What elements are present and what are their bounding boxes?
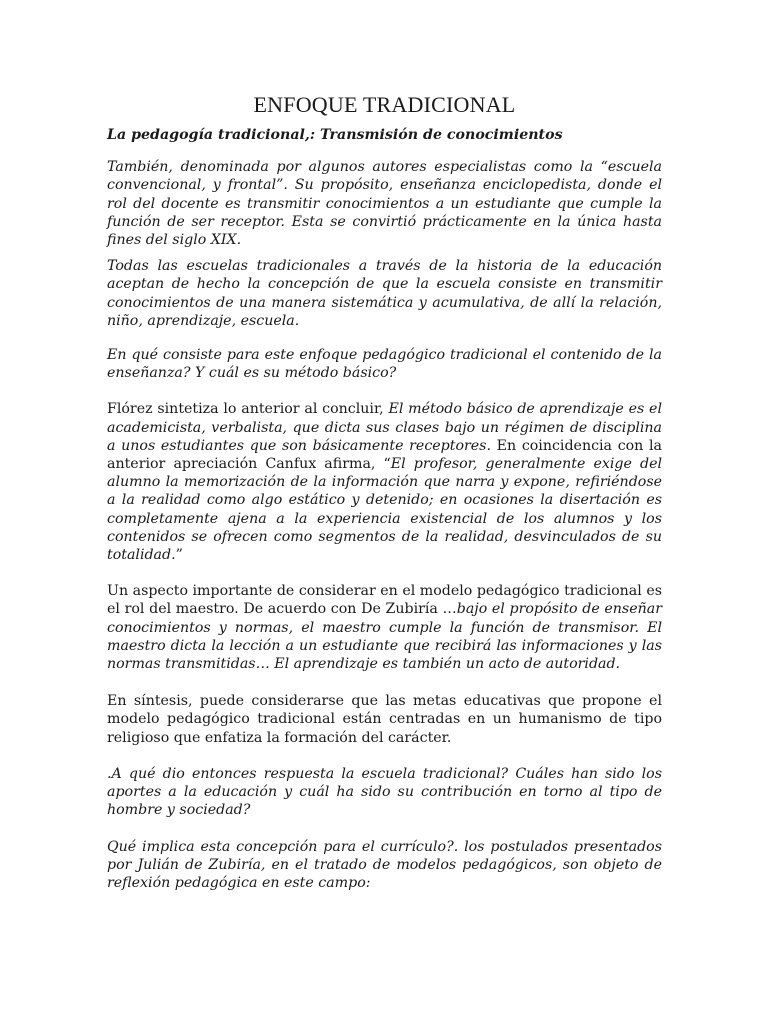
paragraph-definition: También, denominada por algunos autores especialistas como la “escuela convencional, y frontal”. Su propósito, enseñanza enciclopedista, donde el rol del docente es transmitir conocimientos a un estudiante que cumple la función de ser receptor. Esta se convirtió prácticamente en la única hasta fines del siglo XIX. xyxy=(107,159,662,249)
curriculum-question: Qué implica esta concepción para el currículo?. xyxy=(107,838,459,855)
florez-intro: Flórez sintetiza lo anterior al concluir, xyxy=(107,401,389,418)
curriculum-postulates: los postulados presentados por Julián de Zubiría, en el tratado de modelos pedagógicos, son objeto de reflexión pedagógica en este campo: xyxy=(107,838,662,891)
paragraph-traditional-schools: Todas las escuelas tradicionales a través de la historia de la educación aceptan de hecho la concepción de que la escuela consiste en transmitir conocimientos de una manera sistemática y acumulativa, de allí la relación, niño, aprendizaje, escuela. xyxy=(107,258,662,329)
paragraph-question-answers: .A qué dio entonces respuesta la escuela tradicional? Cuáles han sido los aportes a la educación y cuál ha sido su contribución en torno al tipo de hombre y sociedad? xyxy=(107,765,662,819)
document-subtitle: La pedagogía tradicional,: Transmisión de conocimientos xyxy=(107,127,563,143)
paragraph-curriculum xyxy=(107,838,662,893)
paragraph-question-content: En qué consiste para este enfoque pedagógico tradicional el contenido de la enseñanza? Y cuál es su método básico? xyxy=(107,347,662,382)
paragraph-teacher-role xyxy=(107,582,662,673)
paragraph-synthesis: En síntesis, puede considerarse que las metas educativas que propone el modelo pedagógico tradicional están centradas en un humanismo de tipo religioso que enfatiza la formación del carácter. xyxy=(107,693,662,746)
canfux-quote: El profesor, generalmente exige del alumno la memorización de la información que narra y expone, refiriéndose a la realidad como algo estático y detenido; en ocasiones la disertación es completamente ajena a la experiencia existencial de los alumnos y los contenidos se ofrecen como segmentos de la realidad, desvinculados de su totalidad. xyxy=(107,456,663,564)
zubiria-quote: bajo el propósito de enseñar conocimientos y normas, el maestro cumple la función de transmisor. El maestro dicta la lección a un estudiante que recibirá las informaciones y las normas transmitidas… El aprendizaje es también un acto de autoridad. xyxy=(107,601,662,673)
paragraph-florez xyxy=(107,400,662,564)
canfux-intro: En coincidencia con la anterior apreciación Canfux afirma, “ xyxy=(107,437,662,473)
teacher-role-intro: Un aspecto importante de considerar en el modelo pedagógico tradicional es el rol del maestro. De acuerdo con De Zubiría … xyxy=(107,583,662,618)
florez-quote: El método básico de aprendizaje es el academicista, verbalista, que dicta sus clases bajo un régimen de disciplina a unos estudiantes que son básicamente receptores. xyxy=(107,401,662,454)
canfux-quote-close: ” xyxy=(175,547,183,564)
document-title: ENFOQUE TRADICIONAL xyxy=(253,92,516,117)
